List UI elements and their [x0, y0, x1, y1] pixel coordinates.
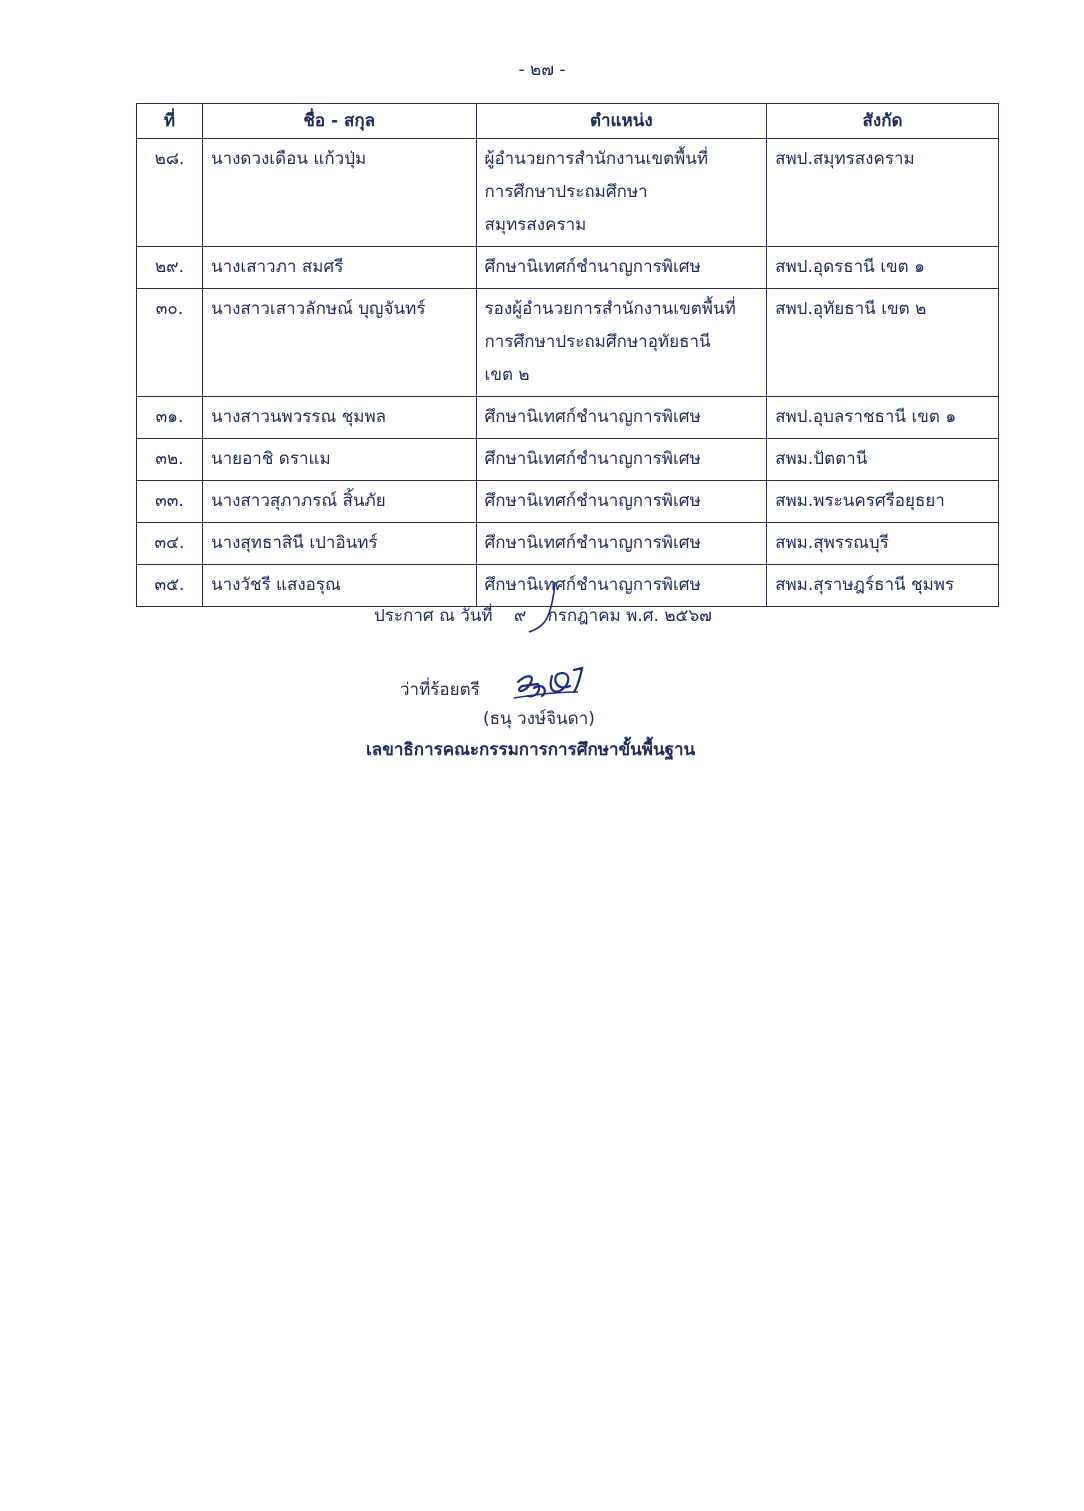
- row-no: ๓๓.: [137, 481, 203, 523]
- row-no: ๓๑.: [137, 397, 203, 439]
- signer-rank: ว่าที่ร้อยตรี: [400, 680, 480, 700]
- row-name: นางสาวนพวรรณ ชุมพล: [202, 397, 476, 439]
- header-position: ตำแหน่ง: [476, 104, 767, 139]
- table-row: [137, 481, 999, 523]
- row-affiliation: สพม.ปัตตานี: [767, 439, 999, 481]
- position-line: ศึกษานิเทศก์ชำนาญการพิเศษ: [484, 257, 701, 277]
- position-line: ศึกษานิเทศก์ชำนาญการพิเศษ: [484, 449, 701, 469]
- row-no: ๓๔.: [137, 523, 203, 565]
- row-position: [476, 439, 767, 481]
- row-no: ๓๐.: [137, 289, 203, 397]
- table-row: [137, 397, 999, 439]
- table-header-row: [137, 104, 999, 139]
- row-no: ๒๙.: [137, 247, 203, 289]
- row-no: ๒๘.: [137, 139, 203, 247]
- row-name: นางเสาวภา สมศรี: [202, 247, 476, 289]
- row-position: [476, 247, 767, 289]
- position-line: ศึกษานิเทศก์ชำนาญการพิเศษ: [484, 575, 701, 595]
- position-line: การศึกษาประถมศึกษา: [484, 182, 648, 202]
- row-affiliation: สพป.อุบลราชธานี เขต ๑: [767, 397, 999, 439]
- position-line: ผู้อำนวยการสำนักงานเขตพื้นที่: [484, 149, 709, 169]
- row-affiliation: สพม.พระนครศรีอยุธยา: [767, 481, 999, 523]
- row-affiliation: สพม.สุราษฎร์ธานี ชุมพร: [767, 565, 999, 607]
- row-name: นายอาชิ ดราแม: [202, 439, 476, 481]
- row-position: [476, 523, 767, 565]
- row-affiliation: สพป.สมุทรสงคราม: [767, 139, 999, 247]
- signer-title: เลขาธิการคณะกรรมการการศึกษาขั้นพื้นฐาน: [366, 740, 696, 760]
- position-line: ศึกษานิเทศก์ชำนาญการพิเศษ: [484, 491, 701, 511]
- position-line: สมุทรสงคราม: [484, 215, 587, 235]
- handwritten-signature: [508, 662, 608, 710]
- position-line: ศึกษานิเทศก์ชำนาญการพิเศษ: [484, 407, 701, 427]
- row-position: [476, 397, 767, 439]
- table-row: [137, 439, 999, 481]
- row-name: นางสาวสุภาภรณ์ สิ้นภัย: [202, 481, 476, 523]
- header-name: ชื่อ - สกุล: [202, 104, 476, 139]
- appointment-table: [136, 103, 999, 607]
- row-name: นางวัชรี แสงอรุณ: [202, 565, 476, 607]
- announcement-day: ๙: [513, 606, 527, 626]
- row-position: [476, 565, 767, 607]
- row-name: นางสุทธาสินี เปาอินทร์: [202, 523, 476, 565]
- row-position: [476, 139, 767, 247]
- table-row: [137, 247, 999, 289]
- header-affiliation: สังกัด: [767, 104, 999, 139]
- position-line: รองผู้อำนวยการสำนักงานเขตพื้นที่: [484, 299, 736, 319]
- position-line: การศึกษาประถมศึกษาอุทัยธานี: [484, 332, 711, 352]
- announcement-month-year: กรกฎาคม พ.ศ. ๒๕๖๗: [547, 606, 712, 626]
- position-line: เขต ๒: [484, 365, 530, 385]
- row-affiliation: สพป.อุดรธานี เขต ๑: [767, 247, 999, 289]
- row-name: นางดวงเดือน แก้วปุ่ม: [202, 139, 476, 247]
- row-position: [476, 481, 767, 523]
- row-position: [476, 289, 767, 397]
- table-row: [137, 523, 999, 565]
- row-no: ๓๒.: [137, 439, 203, 481]
- page-number: - ๒๗ -: [518, 60, 566, 80]
- table-row: [137, 289, 999, 397]
- row-affiliation: สพป.อุทัยธานี เขต ๒: [767, 289, 999, 397]
- header-no: ที่: [137, 104, 203, 139]
- signer-name: (ธนุ วงษ์จินดา): [483, 709, 595, 729]
- announcement-line: [374, 602, 712, 629]
- table-row: [137, 565, 999, 607]
- row-no: ๓๕.: [137, 565, 203, 607]
- row-affiliation: สพม.สุพรรณบุรี: [767, 523, 999, 565]
- row-name: นางสาวเสาวลักษณ์ บุญจันทร์: [202, 289, 476, 397]
- announcement-prefix: ประกาศ ณ วันที่: [374, 606, 493, 626]
- table-row: [137, 139, 999, 247]
- position-line: ศึกษานิเทศก์ชำนาญการพิเศษ: [484, 533, 701, 553]
